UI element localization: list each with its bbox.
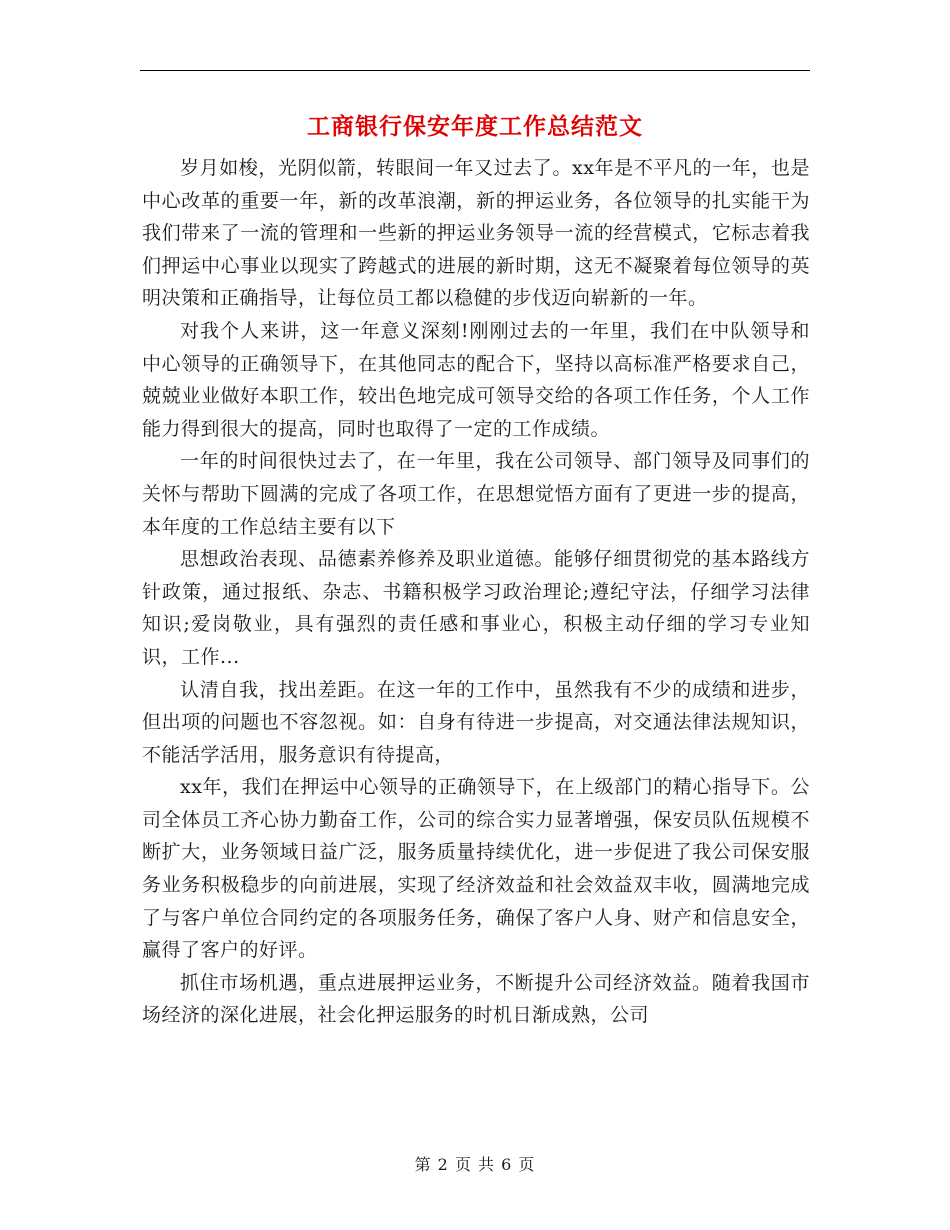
paragraph-2: 对我个人来讲，这一年意义深刻!刚刚过去的一年里，我们在中队领导和中心领导的正确领导下，在其他同志的配合下，坚持以高标准严格要求自己，兢兢业业做好本职工作，较出色地完成可领导交给的各项工作任务，个人工作能力得到很大的提高，同时也取得了一定的工作成绩。 (142, 319, 810, 440)
paragraph-6: xx年，我们在押运中心领导的正确领导下，在上级部门的精心指导下。公司全体员工齐心协力勤奋工作，公司的综合实力显著增强，保安员队伍规模不断扩大，业务领域日益广泛，服务质量持续优化，进一步促进了我公司保安服务业务积极稳步的向前进展，实现了经济效益和社会效益双丰收，圆满地完成了与客户单位合同约定的各项服务任务，确保了客户人身、财产和信息安全，赢得了客户的好评。 (142, 776, 810, 962)
paragraph-7: 抓住市场机遇，重点进展押运业务，不断提升公司经济效益。随着我国市场经济的深化进展，社会化押运服务的时机日渐成熟，公司 (142, 971, 810, 1027)
header-rule (140, 70, 810, 71)
document-title: 工商银行保安年度工作总结范文 (307, 113, 643, 140)
paragraph-1: 岁月如梭，光阴似箭，转眼间一年又过去了。xx年是不平凡的一年，也是中心改革的重要一年，新的改革浪潮，新的押运业务，各位领导的扎实能干为我们带来了一流的管理和一些新的押运业务领导一流的经营模式，它标志着我们押运中心事业以现实了跨越式的进展的新时期，这无不凝聚着每位领导的英明决策和正确指导，让每位员工都以稳健的步伐迈向崭新的一年。 (142, 157, 810, 310)
paragraph-4: 思想政治表现、品德素养修养及职业道德。能够仔细贯彻党的基本路线方针政策，通过报纸、杂志、书籍积极学习政治理论;遵纪守法，仔细学习法律知识;爱岗敬业，具有强烈的责任感和事业心，积极主动仔细的学习专业知识，工作... (142, 548, 810, 668)
document-body (142, 152, 810, 1032)
paragraph-3: 一年的时间很快过去了，在一年里，我在公司领导、部门领导及同事们的关怀与帮助下圆满的完成了各项工作，在思想觉悟方面有了更进一步的提高，本年度的工作总结主要有以下 (142, 450, 810, 538)
paragraph-5: 认清自我，找出差距。在这一年的工作中，虽然我有不少的成绩和进步，但出项的问题也不容忽视。如：自身有待进一步提高，对交通法律法规知识，不能活学活用，服务意识有待提高， (142, 678, 810, 766)
page-number: 第 2 页 共 6 页 (414, 1155, 536, 1174)
